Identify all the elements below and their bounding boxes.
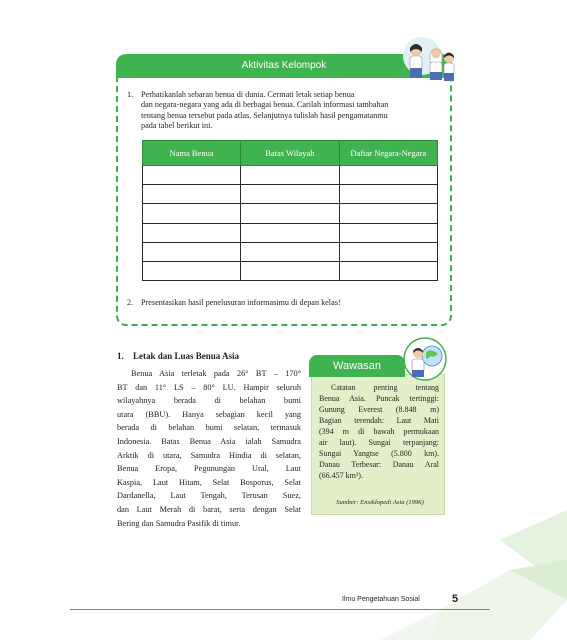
body-line: Bering dan Samudra Pasifik di timur. bbox=[117, 518, 241, 528]
table-cell[interactable] bbox=[339, 166, 437, 185]
body-line: Kaspia, Laut Hitam, Selat Bosporus, Selat bbox=[117, 477, 301, 487]
wawasan-line: Danau Terbesar: Danau Aral bbox=[319, 460, 439, 469]
body-line: Dardanella, Laut Tengah, Terusan Suez, bbox=[117, 491, 301, 501]
table-header-batas-wilayah: Batas Wilayah bbox=[241, 141, 340, 166]
table-cell[interactable] bbox=[143, 185, 241, 204]
table-cell[interactable] bbox=[339, 223, 437, 242]
table-cell[interactable] bbox=[339, 185, 437, 204]
body-line: wilayahnya berada di belahan bumi bbox=[117, 396, 301, 406]
wawasan-title: Wawasan bbox=[309, 355, 405, 377]
wawasan-line: Gunung Everest (8.848 m) bbox=[319, 405, 439, 414]
item-line: tentang benua tersebut pada atlas. Selanjutnya tulislah hasil pengamatanmu bbox=[141, 110, 388, 120]
section-body bbox=[117, 367, 301, 530]
table-cell[interactable] bbox=[241, 261, 340, 280]
item-number: 1. bbox=[127, 90, 134, 99]
decorative-polygons bbox=[380, 500, 567, 640]
body-line: BT dan 11° LS – 80° LU. Hampir seluruh bbox=[117, 382, 301, 392]
table-cell[interactable] bbox=[143, 223, 241, 242]
table-cell[interactable] bbox=[241, 242, 340, 261]
wawasan-line: air laut). Sungai terpanjang: bbox=[319, 438, 439, 447]
table-cell[interactable] bbox=[339, 242, 437, 261]
student-globe-icon bbox=[402, 336, 448, 382]
section-title: Letak dan Luas Benua Asia bbox=[133, 351, 240, 361]
table-cell[interactable] bbox=[241, 223, 340, 242]
item-number: 2. bbox=[127, 298, 134, 307]
table-row bbox=[143, 166, 438, 185]
wawasan-text bbox=[319, 382, 439, 481]
table-row bbox=[143, 223, 438, 242]
body-line: Arktik di utara, Samudra Hindia di selatan, bbox=[117, 450, 301, 460]
wawasan-line: (394 m di bawah permukaan bbox=[319, 427, 439, 436]
table-body bbox=[143, 166, 438, 281]
body-line: utara (BBU). Hanya sebagian kecil yang bbox=[117, 409, 301, 419]
item-line: Presentasikan hasil penelusuran informasimu di depan kelas! bbox=[141, 298, 341, 307]
students-group-illustration bbox=[402, 36, 458, 82]
table-row bbox=[143, 242, 438, 261]
table-row bbox=[143, 185, 438, 204]
table-header-nama-benua: Nama Benua bbox=[143, 141, 241, 166]
wawasan-line: Bagian terendah: Laut Mati bbox=[319, 416, 439, 425]
activity-header: Aktivitas Kelompok bbox=[116, 54, 452, 78]
table-cell[interactable] bbox=[241, 185, 340, 204]
item-line: dan negara-negara yang ada di berbagai benua. Carilah informasi tambahan bbox=[141, 100, 389, 110]
body-line: Benua Asia terletak pada 26° BT – 170° bbox=[131, 369, 301, 378]
section-number: 1. bbox=[117, 351, 124, 361]
benua-table bbox=[142, 140, 438, 281]
wawasan-line: Sungai Yangtse (5.800 km). bbox=[319, 449, 439, 458]
table-cell[interactable] bbox=[143, 204, 241, 223]
item-line: pada tabel berikut ini. bbox=[141, 121, 213, 131]
body-line: Benua Eropa, Pegunungan Ural, Laut bbox=[117, 464, 301, 474]
body-line: berada di belahan bumi selatan, termasuk bbox=[117, 423, 301, 433]
wawasan-line: Catatan penting tentang bbox=[331, 383, 439, 392]
table-cell[interactable] bbox=[339, 204, 437, 223]
item-line: Perhatikanlah sebaran benua di dunia. Cermati letak setiap benua bbox=[141, 90, 355, 99]
wawasan-source: Sumber: Ensiklopedi Asia (1996) bbox=[336, 499, 424, 506]
footer-subject: Ilmu Pengetahuan Sosial bbox=[342, 596, 420, 603]
wawasan-line: (66.457 km²). bbox=[319, 471, 363, 480]
table-cell[interactable] bbox=[143, 166, 241, 185]
table-cell[interactable] bbox=[143, 242, 241, 261]
table-row bbox=[143, 261, 438, 280]
table-cell[interactable] bbox=[339, 261, 437, 280]
table-cell[interactable] bbox=[143, 261, 241, 280]
body-line: dan Laut Merah di barat, serta dengan Selat bbox=[117, 504, 301, 514]
table-row bbox=[143, 204, 438, 223]
footer-rule bbox=[70, 609, 490, 610]
body-line: Indonesia. Batas Benua Asia ialah Samudra bbox=[117, 436, 301, 446]
wawasan-line: Benua Asia. Puncak tertinggi: bbox=[319, 394, 439, 403]
table-cell[interactable] bbox=[241, 166, 340, 185]
table-header-daftar-negara: Daftar Negara-Negara bbox=[339, 141, 437, 166]
table-cell[interactable] bbox=[241, 204, 340, 223]
page-number: 5 bbox=[452, 593, 459, 605]
